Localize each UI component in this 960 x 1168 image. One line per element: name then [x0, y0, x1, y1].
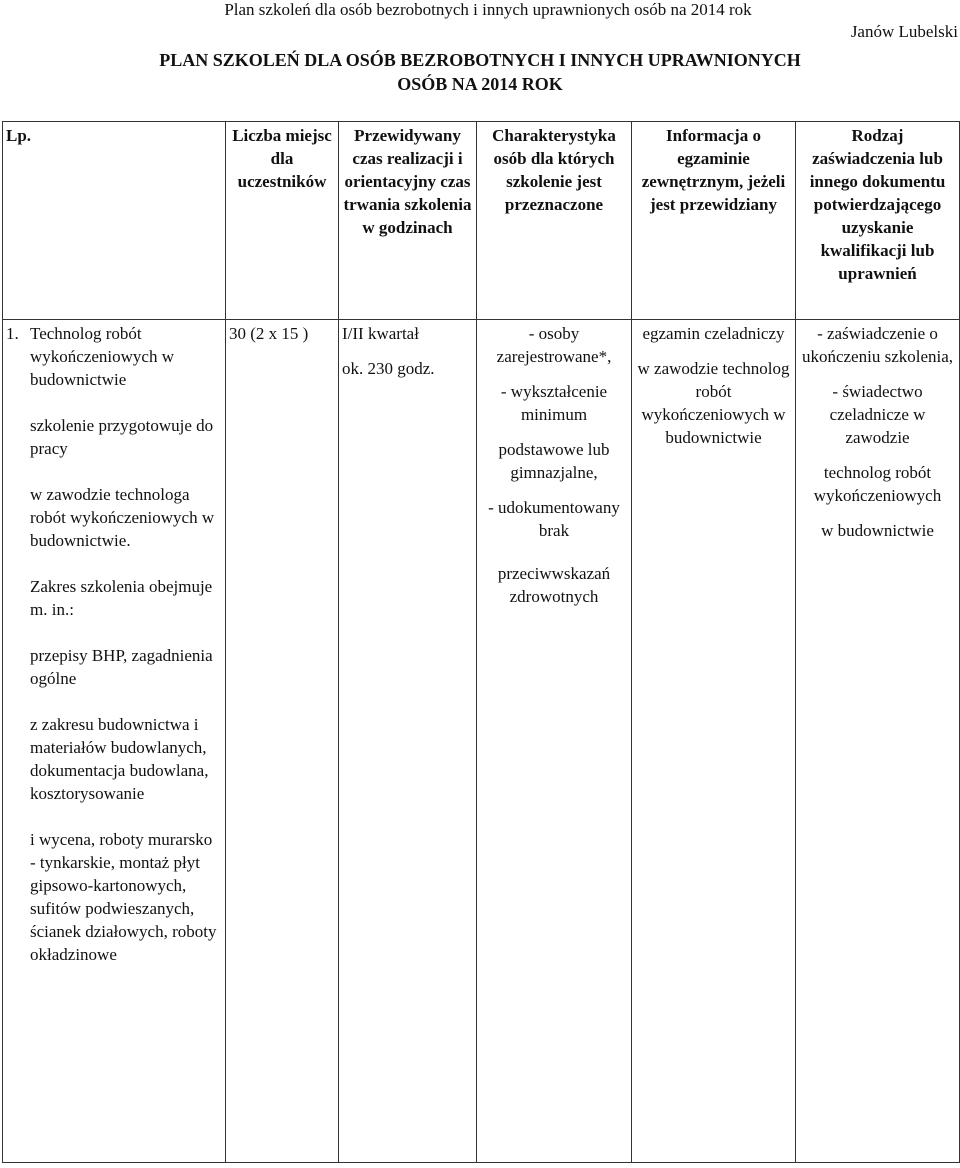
training-scope-3: i wycena, roboty murarsko - tynkarskie, montaż płyt gipsowo-kartonowych, sufitów podwieszanych, ścianek działowych, roboty okładzinowe — [30, 830, 217, 964]
table-row — [3, 320, 960, 1163]
header-lp: Lp. — [3, 122, 226, 320]
header-characteristics: Charakterystyka osób dla których szkolenie jest przeznaczone — [477, 122, 632, 320]
places-cell — [226, 320, 339, 1163]
table-header-row — [3, 122, 960, 320]
char-documented: - udokumentowany brak — [488, 498, 620, 540]
exam-type: egzamin czeladniczy — [642, 324, 785, 343]
char-registered: - osoby zarejestrowane*, — [496, 324, 612, 366]
training-occupation: w zawodzie technologa robót wykończeniowych w budownictwie. — [30, 485, 215, 550]
doc-journeyman: - świadectwo czeladnicze w zawodzie — [829, 382, 926, 447]
document-title — [80, 48, 880, 96]
char-education: - wykształcenie minimum — [500, 382, 608, 424]
training-name: Technolog robót wykończeniowych w budownictwie — [30, 324, 174, 389]
header-time: Przewidywany czas realizacji i orientacyjny czas trwania szkolenia w godzinach — [339, 122, 477, 320]
char-no-contraindications: przeciwwskazań zdrowotnych — [497, 564, 611, 606]
training-plan-table — [2, 121, 960, 1163]
time-hours: ok. 230 godz. — [342, 359, 435, 378]
running-header: Plan szkoleń dla osób bezrobotnych i innych uprawnionych osób na 2014 rok — [224, 0, 752, 19]
training-scope-intro: Zakres szkolenia obejmuje m. in.: — [30, 577, 213, 619]
doc-occupation-field: w budownictwie — [821, 521, 934, 540]
exam-occupation: w zawodzie technolog robót wykończeniowych w budownictwie — [637, 359, 790, 447]
title-line-1: PLAN SZKOLEŃ DLA OSÓB BEZROBOTNYCH I INNYCH UPRAWNIONYCH — [159, 50, 801, 70]
places-value: 30 (2 x 15 ) — [229, 324, 309, 343]
time-quarter: I/II kwartał — [342, 324, 419, 343]
char-education-level: podstawowe lub gimnazjalne, — [498, 440, 610, 482]
training-scope-1: przepisy BHP, zagadnienia ogólne — [30, 646, 213, 688]
exam-info-cell — [632, 320, 796, 1163]
training-purpose: szkolenie przygotowuje do pracy — [30, 416, 214, 458]
header-exam-info: Informacja o egzaminie zewnętrznym, jeżeli jest przewidziany — [632, 122, 796, 320]
doc-occupation: technolog robót wykończeniowych — [813, 463, 942, 505]
doc-certificate: - zaświadczenie o ukończeniu szkolenia, — [801, 324, 954, 366]
time-cell — [339, 320, 477, 1163]
certificate-cell — [796, 320, 960, 1163]
training-name-cell — [3, 320, 226, 1163]
location-label: Janów Lubelski — [850, 22, 958, 41]
header-certificate: Rodzaj zaświadczenia lub innego dokumentu potwierdzającego uzyskanie kwalifikacji lub uprawnień — [796, 122, 960, 320]
header-places: Liczba miejsc dla uczestników — [226, 122, 339, 320]
row-number: 1. — [6, 324, 19, 343]
characteristics-cell — [477, 320, 632, 1163]
title-line-2: OSÓB NA 2014 ROK — [397, 74, 563, 94]
training-scope-2: z zakresu budownictwa i materiałów budowlanych, dokumentacja budowlana, kosztorysowanie — [30, 715, 209, 803]
